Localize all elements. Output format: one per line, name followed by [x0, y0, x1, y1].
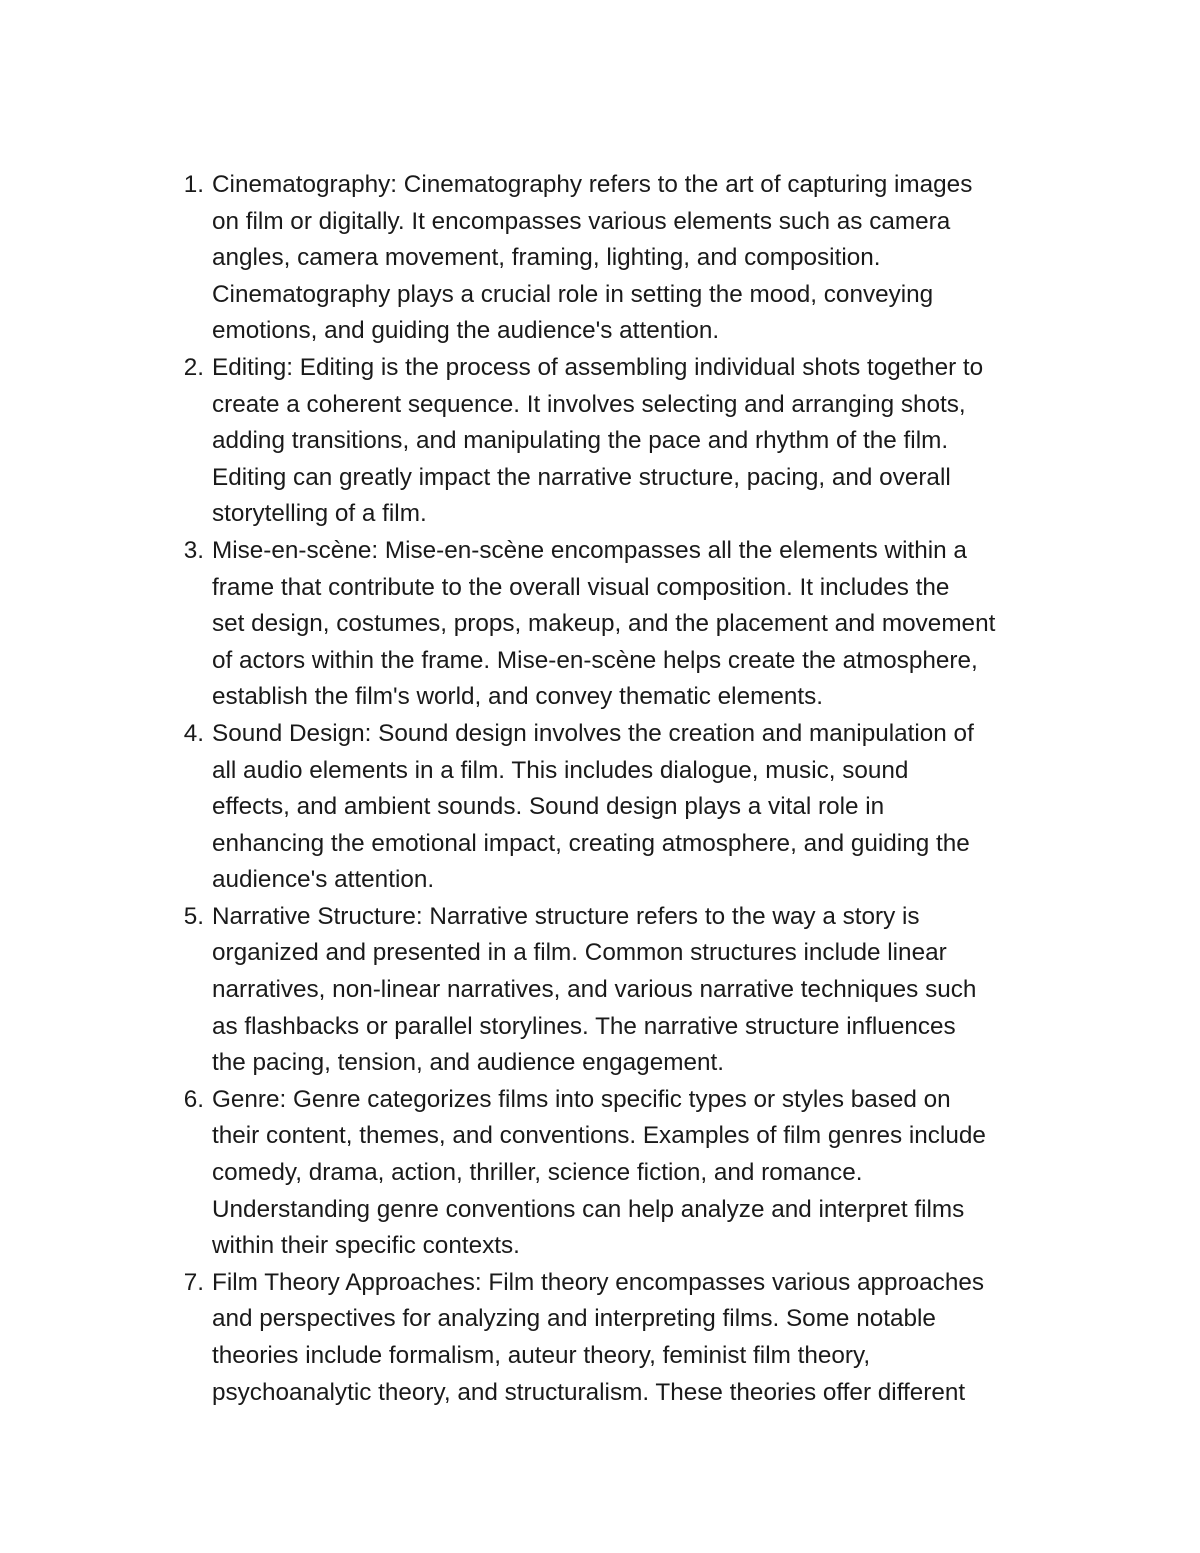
list-item-line: adding transitions, and manipulating the pace and rhythm of the film. — [212, 427, 949, 455]
list-item-line: Cinematography plays a crucial role in setting the mood, conveying — [212, 280, 934, 308]
list-item-line: on film or digitally. It encompasses various elements such as camera — [212, 207, 951, 235]
list-item-line: Mise-en-scène: Mise-en-scène encompasses all the elements within a — [212, 536, 967, 564]
list-item-line: the pacing, tension, and audience engagement. — [212, 1049, 724, 1077]
list-item-line: Film Theory Approaches: Film theory encompasses various approaches — [212, 1268, 985, 1296]
list-item-line: organized and presented in a film. Common structures include linear — [212, 939, 947, 967]
list-item-number: 4. — [183, 719, 204, 747]
list-item-line: Editing: Editing is the process of assembling individual shots together to — [212, 353, 984, 381]
list-item-line: frame that contribute to the overall visual composition. It includes the — [212, 573, 950, 601]
list-item-line: audience's attention. — [212, 866, 435, 894]
list-item-number: 7. — [183, 1268, 204, 1296]
list-item-line: emotions, and guiding the audience's attention. — [212, 317, 720, 345]
list-item-number: 5. — [183, 902, 204, 930]
list-item-line: psychoanalytic theory, and structuralism. These theories offer different — [212, 1378, 966, 1406]
numbered-list — [170, 167, 1070, 1411]
list-item — [170, 716, 1070, 899]
list-item-line: Cinematography: Cinematography refers to the art of capturing images — [212, 171, 973, 198]
list-item-line: narratives, non-linear narratives, and various narrative techniques such — [212, 976, 977, 1004]
list-item-line: and perspectives for analyzing and interpreting films. Some notable — [212, 1305, 936, 1333]
list-item-line: comedy, drama, action, thriller, science fiction, and romance. — [212, 1159, 863, 1187]
list-item — [170, 350, 1070, 533]
list-item-line: create a coherent sequence. It involves selecting and arranging shots, — [212, 390, 966, 418]
list-item-line: Narrative Structure: Narrative structure refers to the way a story is — [212, 902, 920, 930]
list-item-number: 3. — [183, 536, 204, 564]
list-item-line: within their specific contexts. — [212, 1232, 520, 1260]
list-item-line: angles, camera movement, framing, lighting, and composition. — [212, 244, 881, 272]
list-item-line: Genre: Genre categorizes films into specific types or styles based on — [212, 1085, 951, 1113]
list-item-line: theories include formalism, auteur theory, feminist film theory, — [212, 1342, 871, 1369]
list-item-number: 2. — [183, 353, 204, 381]
list-item — [170, 533, 1070, 716]
list-item-line: all audio elements in a film. This includes dialogue, music, sound — [212, 756, 909, 784]
list-item-number: 1. — [183, 171, 204, 198]
list-item-line: effects, and ambient sounds. Sound design plays a vital role in — [212, 793, 885, 821]
list-item-line: their content, themes, and conventions. Examples of film genres include — [212, 1122, 986, 1150]
list-item-line: storytelling of a film. — [212, 500, 427, 528]
list-item-line: enhancing the emotional impact, creating atmosphere, and guiding the — [212, 829, 970, 857]
list-item-line: Sound Design: Sound design involves the creation and manipulation of — [212, 719, 974, 747]
list-item-line: establish the film's world, and convey thematic elements. — [212, 683, 823, 711]
list-item-line: of actors within the frame. Mise-en-scène helps create the atmosphere, — [212, 646, 978, 674]
list-item — [170, 899, 1070, 1082]
list-item-line: set design, costumes, props, makeup, and the placement and movement — [212, 610, 996, 638]
list-item-line: Editing can greatly impact the narrative structure, pacing, and overall — [212, 463, 951, 491]
list-item — [170, 1082, 1070, 1265]
list-item-line: Understanding genre conventions can help analyze and interpret films — [212, 1195, 965, 1223]
list-item — [170, 1265, 1070, 1411]
list-item — [170, 167, 1070, 350]
list-item-number: 6. — [183, 1085, 204, 1113]
list-item-line: as flashbacks or parallel storylines. The narrative structure influences — [212, 1012, 956, 1040]
